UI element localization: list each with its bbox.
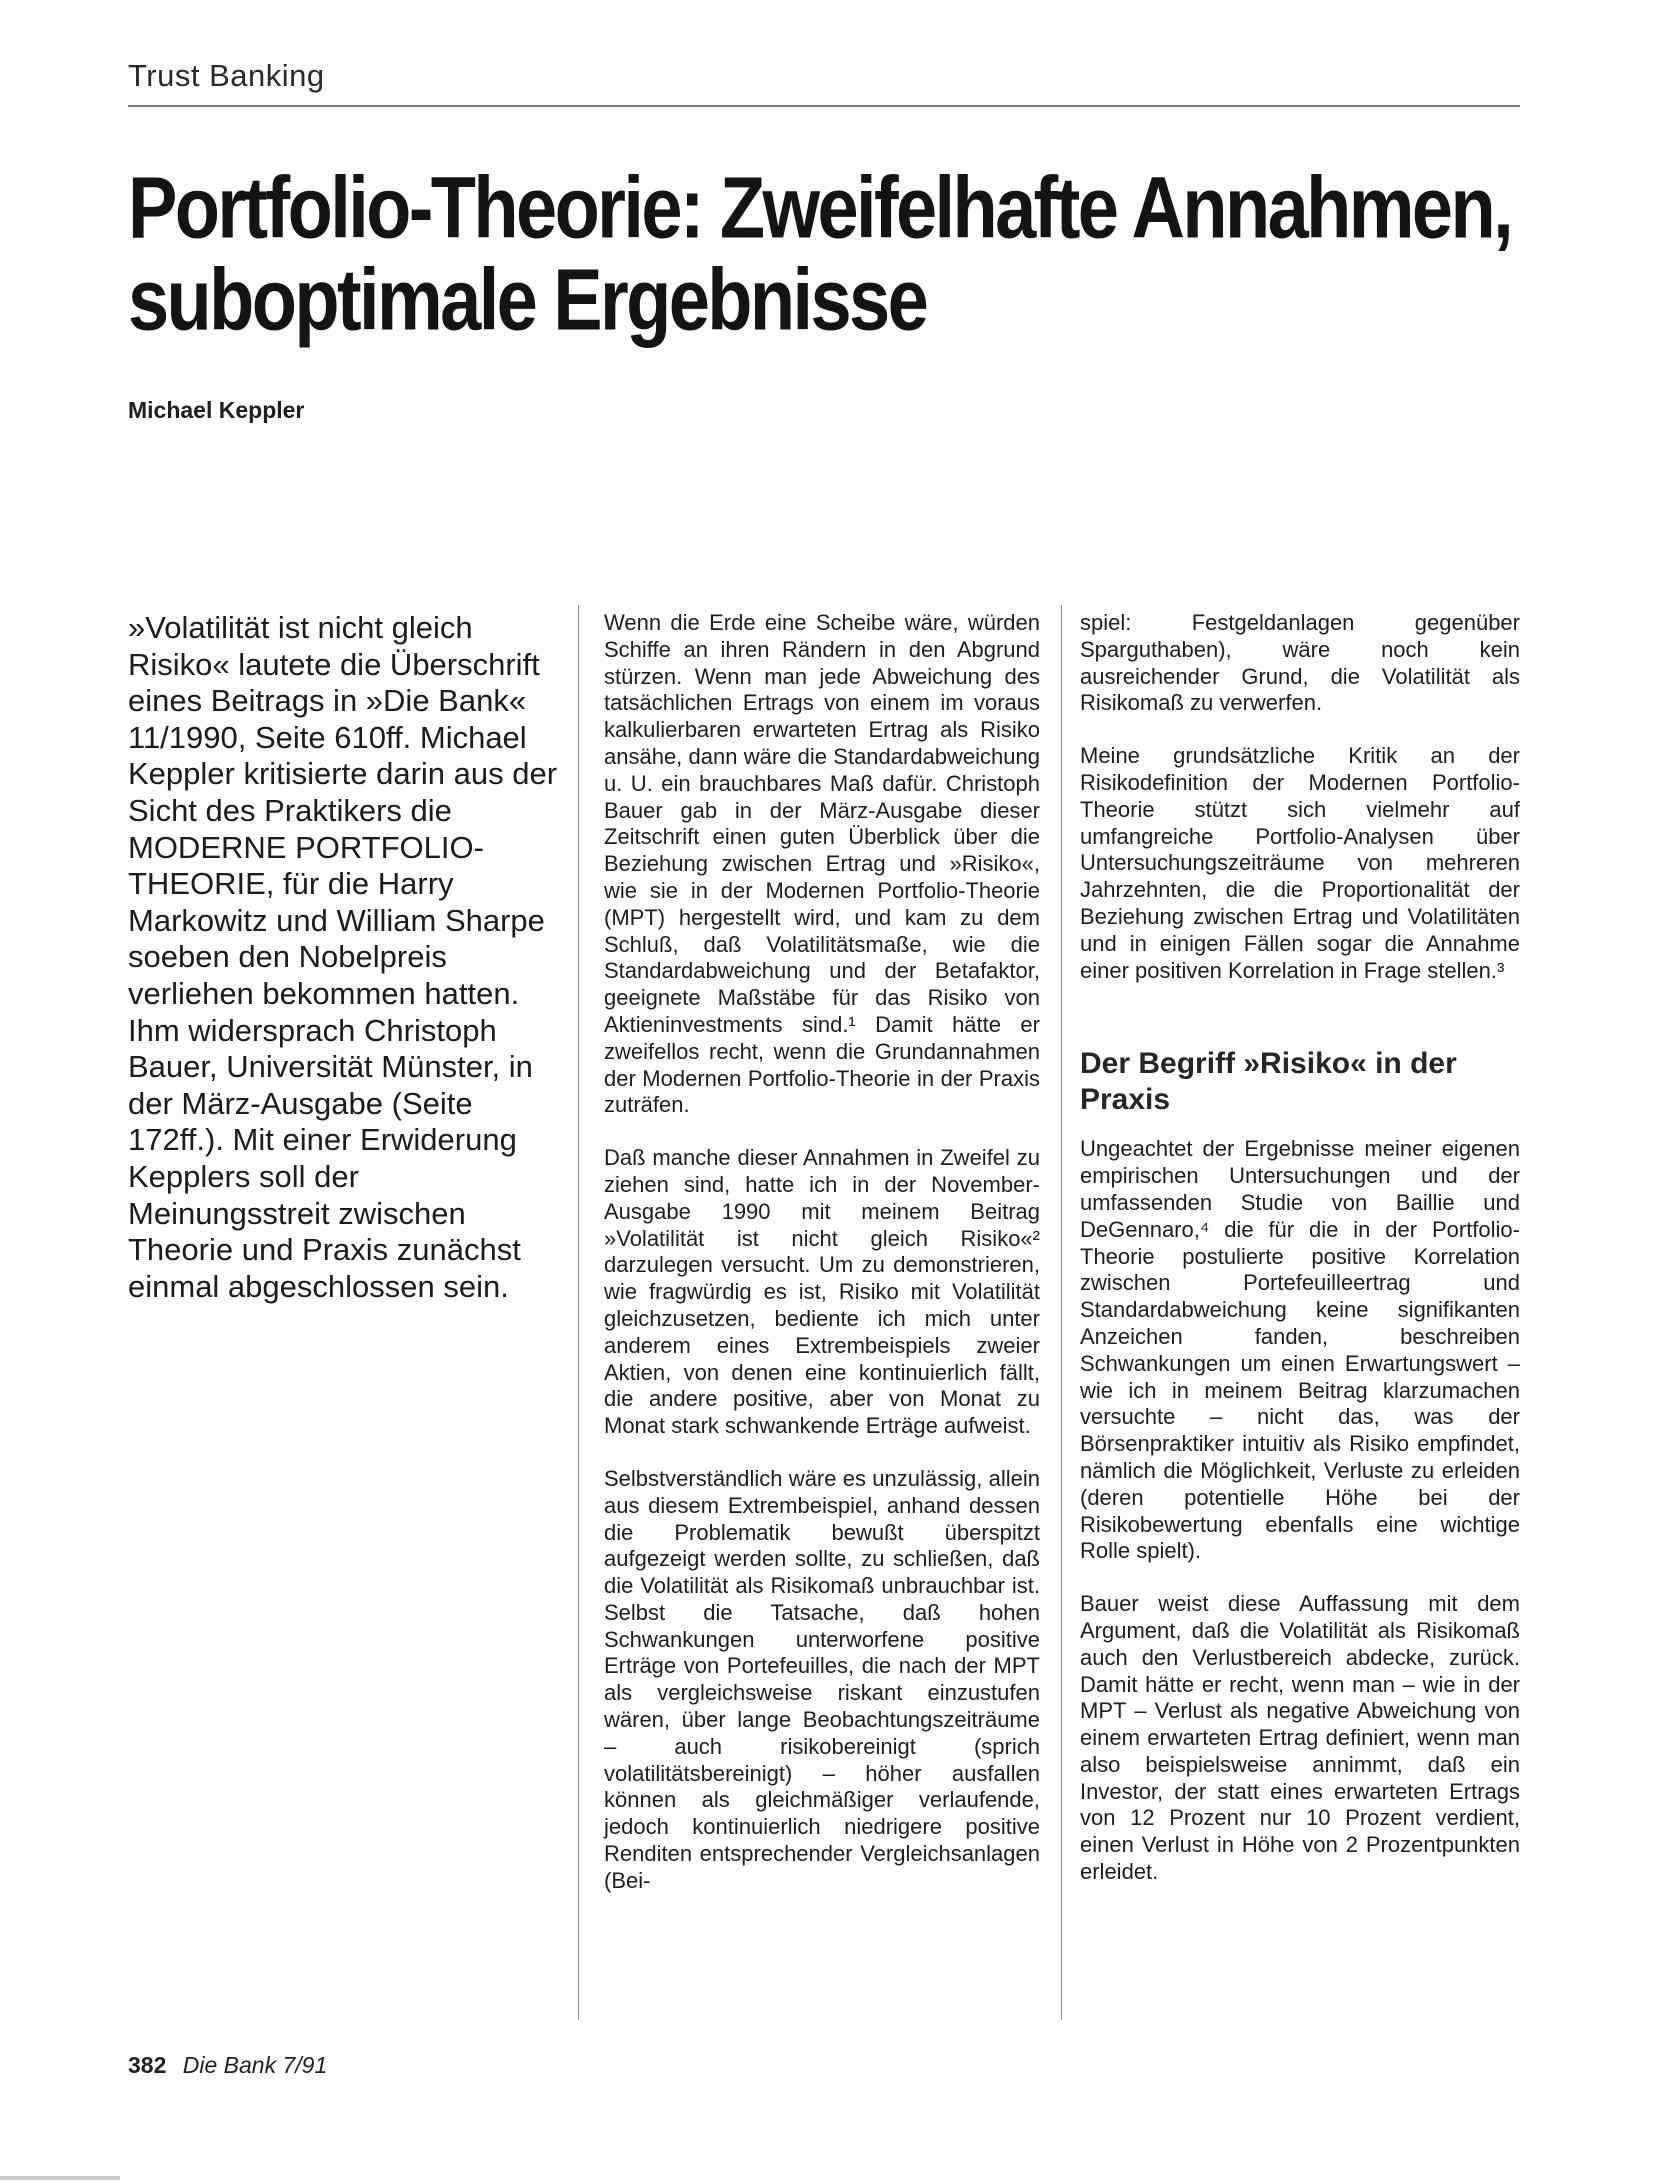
body-paragraph: Wenn die Erde eine Scheibe wäre, würden Schiffe an ihren Rändern in den Abgrund stürzen. Wenn man jede Abweichung des tatsächlichen Ertrags von einem im voraus kalkulierbaren erwarteten Ertrag als Risiko ansähe, dann wäre die Standardabweichung u. U. ein brauchbares Maß dafür. Christoph Bauer gab in der März-Ausgabe dieser Zeitschrift einen guten Überblick über die Beziehung zwischen Ertrag und »Risiko«, wie sie in der Modernen Portfolio-Theorie (MPT) hergestellt wird, und kam zu dem Schluß, daß Volatilitätsmaße, wie die Standardabweichung und der Betafaktor, geeignete Maßstäbe für das Risiko von Aktieninvestments sind.¹ Damit hätte er zweifellos recht, wenn die Grundannahmen der Modernen Portfolio-Theorie in der Praxis zuträfen. (604, 610, 1040, 1118)
body-paragraph: Bauer weist diese Auffassung mit dem Argument, daß die Volatilität als Risikomaß auch den Verlustbereich abdecke, zurück. Damit hätte er recht, wenn man – wie in der MPT – Verlust als negative Abweichung von einem erwarteten Ertrag definiert, wenn man also beispielsweise annimmt, daß ein Investor, der statt eines erwarteten Ertrags von 12 Prozent nur 10 Prozent verdient, einen Verlust in Höhe von 2 Prozentpunkten erleidet. (1080, 1591, 1520, 1885)
section-label: Trust Banking (128, 58, 325, 93)
body-paragraph: Meine grundsätzliche Kritik an der Risikodefinition der Modernen Portfolio-Theorie stützt sich vielmehr auf umfangreiche Portfolio-Analysen über Untersuchungszeiträume von mehreren Jahrzehnten, die die Proportionalität der Beziehung zwischen Ertrag und Volatilitäten und in einigen Fällen sogar die Annahme einer positiven Korrelation in Frage stellen.³ (1080, 743, 1520, 983)
magazine-issue: Die Bank 7/91 (182, 2052, 328, 2078)
body-paragraph: Selbstverständlich wäre es unzulässig, allein aus diesem Extrembeispiel, anhand dessen die Problematik bewußt überspitzt aufgezeigt werden sollte, zu schließen, daß die Volatilität als Risikomaß unbrauchbar ist. Selbst die Tatsache, daß hohen Schwankungen unterworfene positive Erträge von Portefeuilles, die nach der MPT als vergleichsweise riskant einzustufen wären, über lange Beobachtungszeiträume – auch risikobereinigt (sprich volatilitätsbereinigt) – höher ausfallen können als gleichmäßiger verlaufende, jedoch kontinuierlich niedrigere positive Renditen entsprechender Vergleichsanlagen (Bei- (604, 1465, 1040, 1893)
body-paragraph: spiel: Festgeldanlagen gegenüber Sparguthaben), wäre noch kein ausreichender Grund, die Volatilität als Risikomaß zu verwerfen. (1080, 610, 1520, 716)
page-footer (128, 2052, 327, 2079)
lead-paragraph: »Volatilität ist nicht gleich Risiko« lautete die Überschrift eines Beitrags in »Die Bank« 11/1990, Seite 610ff. Michael Keppler kritisierte darin aus der Sicht des Praktikers die MODERNE PORTFOLIO-THEORIE, für die Harry Markowitz und William Sharpe soeben den Nobelpreis verliehen bekommen hatten. Ihm widersprach Christoph Bauer, Universität Münster, in der März-Ausgabe (Seite 172ff.). Mit einer Erwiderung Kepplers soll der Meinungsstreit zwischen Theorie und Praxis zunächst einmal abgeschlossen sein. (128, 610, 558, 1304)
body-paragraph: Ungeachtet der Ergebnisse meiner eigenen empirischen Untersuchungen und der umfassenden Studie von Baillie und DeGennaro,⁴ die für die in der Portfolio-Theorie postulierte positive Korrelation zwischen Portefeuilleertrag und Standardabweichung keine signifikanten Anzeichen fanden, beschreiben Schwankungen um einen Erwartungswert – wie ich in meinem Beitrag klarzumachen versuchte – nicht das, was der Börsenpraktiker intuitiv als Risiko empfindet, nämlich die Möglichkeit, Verluste zu erleiden (deren potentielle Höhe bei der Risikobewertung ebenfalls eine wichtige Rolle spielt). (1080, 1136, 1520, 1564)
article-author: Michael Keppler (128, 397, 305, 423)
body-paragraph: Daß manche dieser Annahmen in Zweifel zu ziehen sind, hatte ich in der November-Ausgabe 1990 mit meinem Beitrag »Volatilität ist nicht gleich Risiko«² darzulegen versucht. Um zu demonstrieren, wie fragwürdig es ist, Risiko mit Volatilität gleichzusetzen, bediente ich mich unter anderem eines Extrembeispiels zweier Aktien, von denen eine kontinuierlich fällt, die andere positive, aber von Monat zu Monat stark schwankende Erträge aufweist. (604, 1145, 1040, 1439)
header-rule (128, 105, 1520, 107)
body-column-right (1080, 610, 1520, 1912)
body-column-middle (604, 610, 1040, 1921)
section-subheading: Der Begriff »Risiko« in der Praxis (1080, 1047, 1457, 1117)
article-title: Portfolio-Theorie: Zweifelhafte Annahmen, suboptimale Ergebnisse (128, 158, 1512, 349)
column-divider-right (1061, 605, 1062, 2020)
scan-edge-mark (0, 2176, 120, 2180)
page-number: 382 (128, 2052, 167, 2078)
column-divider-left (578, 605, 579, 2020)
